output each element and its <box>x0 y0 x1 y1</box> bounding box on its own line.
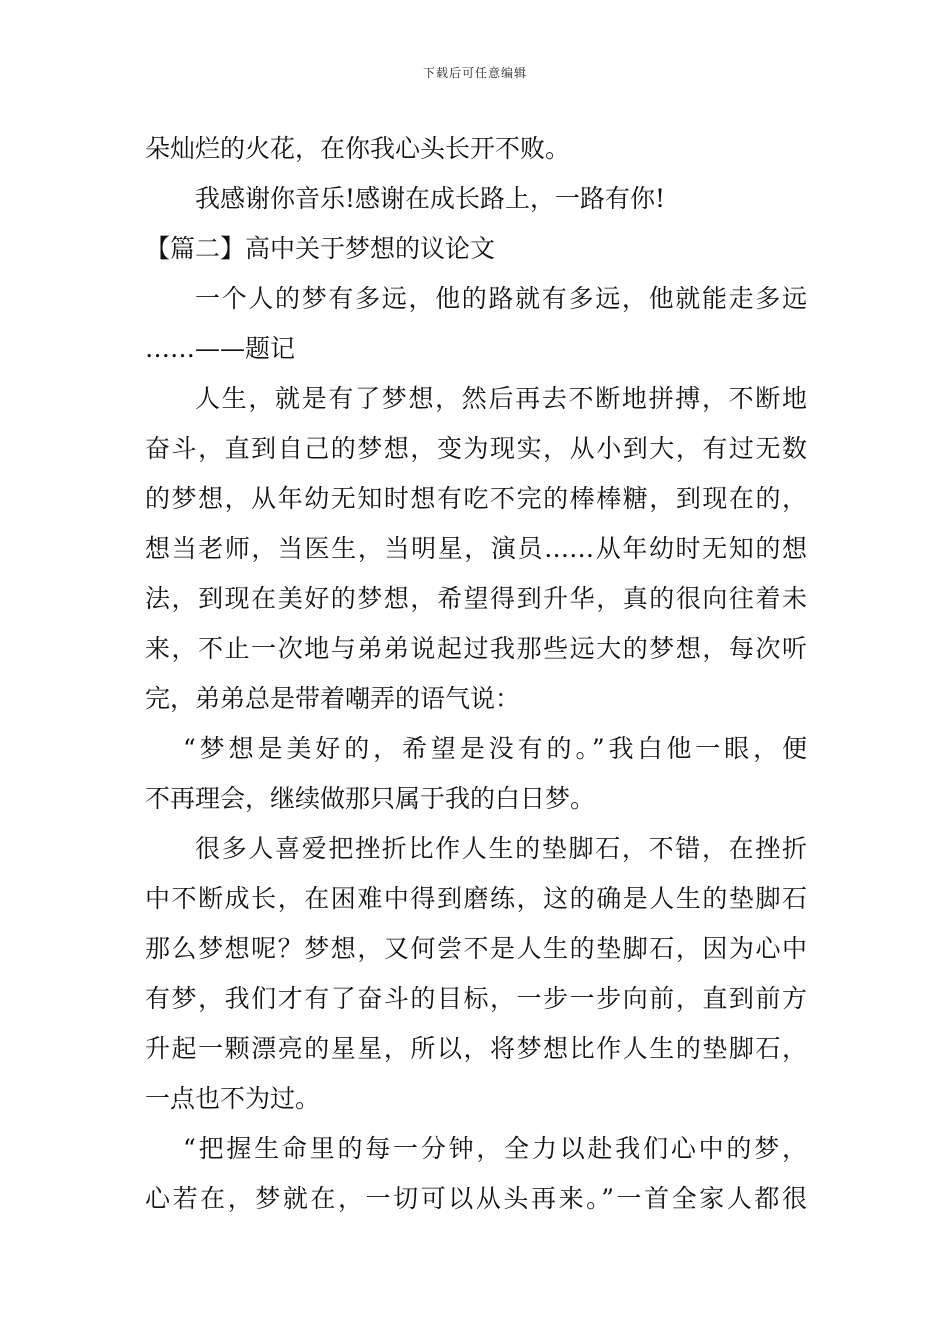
text-line: 一点也不为过。 <box>145 1084 321 1113</box>
text-line: 完，弟弟总是带着嘲弄的语气说： <box>145 684 521 713</box>
text-line: 人生，就是有了梦想，然后再去不断地拼搏，不断地 <box>195 384 807 413</box>
text-line: 心若在，梦就在，一切可以从头再来。”一首全家人都很 <box>145 1184 807 1213</box>
text-line: 那么梦想呢？梦想，又何尝不是人生的垫脚石，因为心中 <box>145 934 807 963</box>
text-line: 想当老师，当医生，当明星，演员……从年幼时无知的想 <box>145 534 807 563</box>
text-line: 法，到现在美好的梦想，希望得到升华，真的很向往着未 <box>145 584 807 613</box>
text-line: 中不断成长，在困难中得到磨练，这的确是人生的垫脚石 <box>145 884 807 913</box>
text-line: 很多人喜爱把挫折比作人生的垫脚石，不错，在挫折 <box>195 834 807 863</box>
text-line: “梦想是美好的，希望是没有的。”我白他一眼，便 <box>183 734 807 763</box>
text-line: “把握生命里的每一分钟，全力以赴我们心中的梦， <box>183 1134 807 1163</box>
text-line: 的梦想，从年幼无知时想有吃不完的棒棒糖，到现在的， <box>145 484 807 513</box>
text-line: 朵灿烂的火花，在你我心头长开不败。 <box>145 134 571 163</box>
text-line: ……——题记 <box>145 334 296 363</box>
text-line: 奋斗，直到自己的梦想，变为现实，从小到大，有过无数 <box>145 434 807 463</box>
text-line: 不再理会，继续做那只属于我的白日梦。 <box>145 784 596 813</box>
text-line: 有梦，我们才有了奋斗的目标，一步一步向前，直到前方 <box>145 984 807 1013</box>
page-header: 下载后可任意编辑 <box>422 66 527 80</box>
text-line: 来，不止一次地与弟弟说起过我那些远大的梦想，每次听 <box>145 634 807 663</box>
section-heading: 【篇二】高中关于梦想的议论文 <box>145 234 496 263</box>
document-body <box>145 124 807 1224</box>
text-line: 升起一颗漂亮的星星，所以，将梦想比作人生的垫脚石， <box>145 1034 807 1063</box>
text-line: 我感谢你音乐!感谢在成长路上，一路有你! <box>195 184 666 213</box>
text-line: 一个人的梦有多远，他的路就有多远，他就能走多远 <box>195 284 807 313</box>
